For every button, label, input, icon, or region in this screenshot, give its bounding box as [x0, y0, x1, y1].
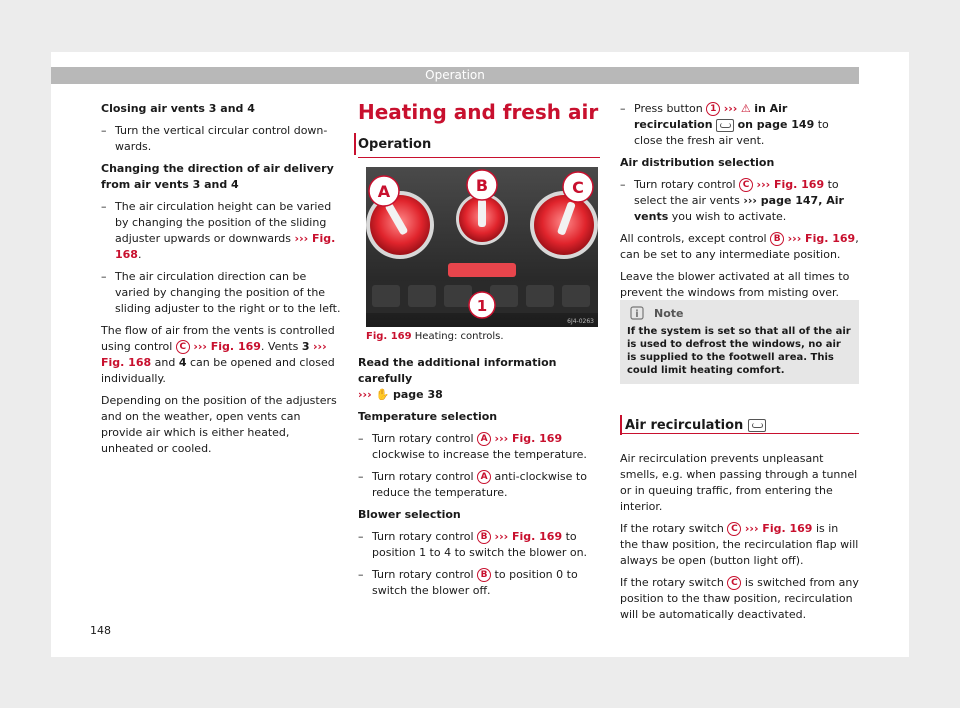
heading-rule — [620, 433, 859, 434]
park-assist-button — [408, 285, 436, 307]
paragraph-depending: Depending on the position of the adjusters and on the weather, open vents can provide air which is either heated, unheated or cooled. — [101, 394, 337, 455]
fig-169-link[interactable]: ››› Fig. 169 — [494, 530, 563, 543]
read-info: Read the additional information carefully ››› ✋ page 38 — [358, 356, 557, 401]
fig-168-link[interactable]: ››› Fig. 168 — [101, 340, 327, 369]
button-1-badge: 1 — [706, 102, 720, 116]
paragraph-flow: The flow of air from the vents is controlled using control C ››› Fig. 169. Vents 3 ››› Fig. 168 and 4 can be opened and closed individually. — [101, 324, 335, 385]
section-accent-bar — [620, 415, 622, 435]
list-item: – Turn rotary control B to position 0 to switch the blower off. — [358, 567, 600, 599]
paragraph-recirc-switch: If the rotary switch C is switched from any position to the thaw position, recirculation will be automatically deactivated. — [620, 576, 859, 621]
page-number: 148 — [90, 624, 111, 637]
paragraph-recirc-thaw: If the rotary switch C ››› Fig. 169 is in the thaw position, the recirculation flap will always be open (button light off). — [620, 522, 859, 567]
list-item: – The air circulation direction can be varied by changing the position of the sliding adjuster to the right or to the left. — [101, 269, 341, 317]
page-147-link[interactable]: ››› page 147, Air vents — [634, 194, 844, 223]
subsection-title: Operation — [358, 137, 432, 152]
asr-off-button — [526, 285, 554, 307]
seat-heater-left-button — [372, 285, 400, 307]
air-recirculation-text — [620, 451, 859, 629]
control-c-badge: C — [727, 576, 741, 590]
list-item: – The air circulation height can be varied by changing the position of the sliding adjuster upwards or downwards ››› Fig. 168. — [101, 199, 341, 263]
figure-caption: Fig. 169 Heating: controls. — [366, 331, 504, 342]
note-body: If the system is set so that all of the air is used to defrost the windows, no air is supplied to the footwell area. This could limit heating comfort. — [627, 326, 851, 376]
heading-temperature: Temperature selection — [358, 410, 498, 423]
middle-column-text — [358, 355, 600, 605]
list-item: – Turn rotary control A ››› Fig. 169 clockwise to increase the temperature. — [358, 431, 600, 463]
heading-rule — [358, 157, 600, 158]
control-a-badge: A — [477, 432, 491, 446]
fig-169-link[interactable]: ››› Fig. 169 — [744, 522, 813, 535]
info-icon — [630, 306, 644, 320]
label-c: C — [572, 178, 584, 197]
label-1: 1 — [476, 297, 488, 315]
heading-air-distribution: Air distribution selection — [620, 156, 775, 169]
air-recirculation-link[interactable]: in Air recirculation — [634, 102, 788, 131]
recirculation-button — [448, 263, 516, 277]
control-a-badge: A — [477, 470, 491, 484]
paragraph-leave-blower: Leave the blower activated at all times to prevent the windows from misting over. — [620, 270, 850, 299]
figure-code: 6J4-0263 — [567, 318, 594, 325]
heating-controls-illustration — [366, 167, 598, 327]
fig-169-link[interactable]: ››› Fig. 169 — [756, 178, 825, 191]
note-title: Note — [654, 307, 684, 320]
warning-icon: ⚠ — [740, 102, 751, 115]
fig-169-link[interactable]: ››› Fig. 169 — [193, 340, 261, 353]
page-149-link[interactable]: on page 149 — [737, 118, 815, 131]
heading-closing-vents: Closing air vents 3 and 4 — [101, 102, 255, 115]
control-c-badge: C — [739, 178, 753, 192]
page-38-link[interactable]: page 38 — [393, 388, 443, 401]
control-c-badge: C — [176, 340, 190, 354]
left-column — [101, 101, 341, 463]
list-item: – Turn rotary control B ››› Fig. 169 to position 1 to 4 to switch the blower on. — [358, 529, 600, 561]
recirculation-icon — [748, 419, 766, 432]
control-c-badge: C — [727, 522, 741, 536]
lock-button — [444, 285, 472, 307]
fig-168-link[interactable]: ››› Fig. 168 — [115, 232, 336, 261]
right-column — [620, 101, 859, 307]
paragraph-all-controls: All controls, except control B ››› Fig. 169, can be set to any intermediate position. — [620, 232, 859, 261]
label-b: B — [475, 176, 489, 195]
page-header: Operation — [51, 67, 859, 84]
recirculation-icon — [716, 119, 734, 132]
label-a: A — [377, 182, 391, 201]
heating-controls-figure — [366, 167, 598, 327]
fig-169-link[interactable]: ››› Fig. 169 — [494, 432, 563, 445]
heading-air-recirculation: Air recirculation — [625, 418, 766, 433]
control-b-badge: B — [477, 530, 491, 544]
control-b-badge: B — [770, 232, 784, 246]
list-item: – Turn rotary control C ››› Fig. 169 to select the air vents ››› page 147, Air vents you wish to activate. — [620, 177, 859, 225]
fig-169-link[interactable]: ››› Fig. 169 — [787, 232, 856, 245]
list-item: – Press button 1 ››› ⚠ in Air recirculation on page 149 to close the fresh air vent. — [620, 101, 859, 149]
list-item: – Turn the vertical circular control downwards. — [101, 123, 341, 155]
svg-text:i: i — [635, 309, 639, 320]
heading-blower: Blower selection — [358, 508, 461, 521]
heading-changing-direction: Changing the direction of air delivery from air vents 3 and 4 — [101, 162, 334, 191]
section-title: Heating and fresh air — [358, 100, 599, 124]
list-item: – Turn rotary control A anti-clockwise to reduce the temperature. — [358, 469, 600, 501]
paragraph-recirc-purpose: Air recirculation prevents unpleasant smells, e.g. when passing through a tunnel or in queuing traffic, from entering the interior. — [620, 452, 858, 513]
control-b-badge: B — [477, 568, 491, 582]
section-accent-bar — [354, 133, 356, 155]
book-icon: ✋ — [375, 388, 390, 401]
seat-heater-right-button — [562, 285, 590, 307]
